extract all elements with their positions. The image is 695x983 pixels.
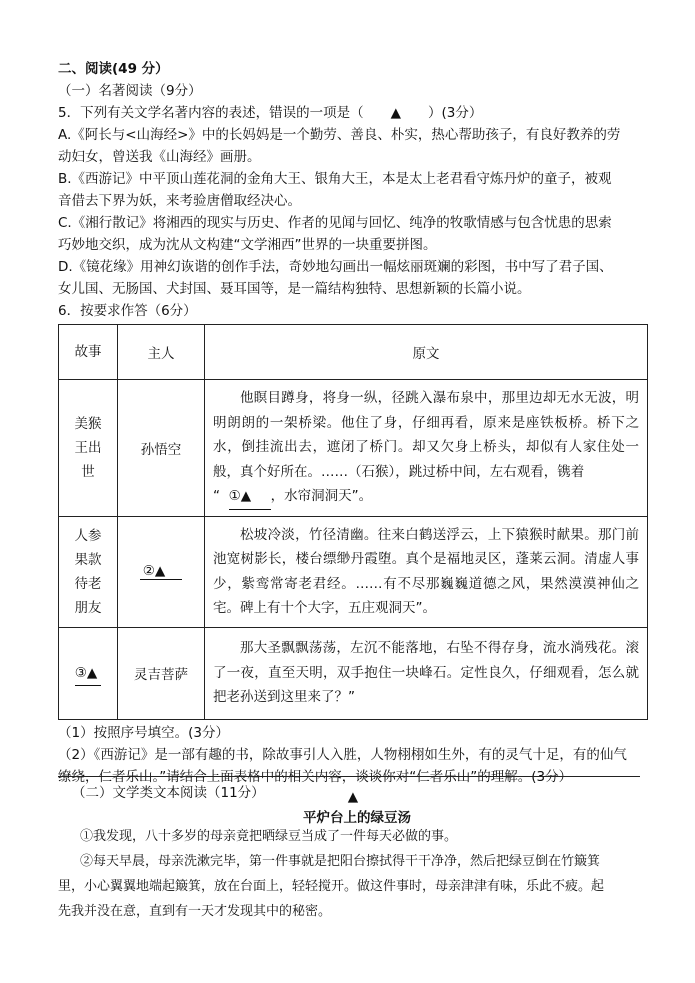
original-text-cell: 松坡冷淡，竹径清幽。往来白鹤送浮云，上下猿猴时献果。那门前池宽树影长，楼台缥缈丹霞堕。真个是福地灵区，蓬莱云洞。清虚人事少，紫鸾常寄老君经。……有不尽那巍巍道德之风，果然漠漠神仙之宅。碑上有十个大字，五庄观洞天”。: [205, 516, 648, 627]
answer-blank-1[interactable]: ①▲: [229, 484, 271, 510]
question-5-stem: 5．下列有关文学名著内容的表述，错误的一项是（ ▲ ）(3分）: [58, 105, 483, 121]
q5-option-b-line1: B.《西游记》中平顶山莲花洞的金角大王、银角大王，本是太上老君看守炼丹炉的童子，被观: [58, 171, 612, 187]
story-cell: 美猴 王出 世: [59, 380, 118, 517]
q5-option-c-line1: C.《湘行散记》将湘西的现实与历史、作者的见闻与回忆、纯净的牧歌情感与包含忧患的思索: [58, 215, 612, 231]
essay-paragraph-1: ①我发现，八十多岁的母亲竟把晒绿豆当成了一件每天必做的事。: [80, 829, 458, 844]
q5-option-d-line1: D.《镜花缘》用神幻诙谐的创作手法，奇妙地勾画出一幅炫丽斑斓的彩图，书中写了君子国、: [58, 259, 613, 275]
story-cell: [59, 627, 118, 719]
answer-blank-2[interactable]: ②▲: [140, 563, 182, 580]
owner-cell: [118, 516, 205, 627]
original-text-cell: 他瞑目蹲身，将身一纵，径跳入瀑布泉中，那里边却无水无波，明明朗朗的一架桥梁。他住了身，仔细再看，原来是座铁板桥。桥下之水，倒挂流出去，遮闭了桥门。却又欠身上桥头，却似有人家住处一般，真个好所在。……（石猴），跳过桥中间，左右观看，镌着 “ ①▲ ，水帘洞洞天”。: [205, 380, 648, 517]
essay-title: 平炉台上的绿豆汤: [303, 810, 411, 826]
q6-sub2-line1: （2）《西游记》是一部有趣的书，除故事引人入胜，人物栩栩如生外，有的灵气十足，有的仙气: [58, 746, 627, 763]
q6-sub1: （1）按照序号填空。(3分）: [58, 724, 229, 741]
subsection-title-literature: （二）文学类文本阅读（11分）: [72, 785, 265, 801]
q5-option-b-line2: 音借去下界为妖，来考验唐僧取经决心。: [58, 193, 301, 209]
divider-line: [58, 776, 640, 777]
essay-paragraph-2-line3: 先我并没在意，直到有一天才发现其中的秘密。: [58, 904, 332, 919]
header-story: 故事: [59, 325, 118, 380]
q5-option-a-line1: A.《阿长与<山海经>》中的长妈妈是一个勤劳、善良、朴实，热心帮助孩子，有良好教养的劳: [58, 127, 621, 143]
story-cell: 人参 果款 待老 朋友: [59, 516, 118, 627]
section-title: 二、阅读(49 分）: [58, 61, 169, 77]
table-row: [59, 516, 648, 627]
q5-option-d-line2: 女儿国、无肠国、犬封国、聂耳国等，是一篇结构独特、思想新颖的长篇小说。: [58, 281, 531, 297]
owner-cell: 灵吉菩萨: [118, 627, 205, 719]
table-row: [59, 380, 648, 517]
journey-west-table: [58, 324, 648, 720]
q6-sub2-line2: 缭绕，仁者乐山。”请结合上面表格中的相关内容，谈谈你对“仁者乐山”的理解。(3分）: [58, 768, 573, 785]
question-6-stem: 6．按要求作答（6分）: [58, 303, 197, 319]
essay-paragraph-2-line1: ②每天早晨，母亲洗漱完毕，第一件事就是把阳台擦拭得干干净净，然后把绿豆倒在竹簸箕: [80, 854, 601, 869]
exam-page: [58, 58, 648, 808]
owner-cell: 孙悟空: [118, 380, 205, 517]
essay-paragraph-2-line2: 里，小心翼翼地端起簸箕，放在台面上，轻轻搅开。做这件事时，母亲津津有味，乐此不疲。起: [58, 879, 605, 894]
answer-marker[interactable]: ▲: [347, 788, 359, 805]
subsection-title-classics: （一）名著阅读（9分）: [58, 83, 202, 99]
q5-option-c-line2: 巧妙地交织，成为沈从文构建“文学湘西”世界的一块重要拼图。: [58, 237, 437, 253]
answer-blank-3[interactable]: ③▲: [75, 661, 102, 686]
header-owner: 主人: [118, 325, 205, 380]
table-row: [59, 627, 648, 719]
original-text-cell: 那大圣飘飘荡荡，左沉不能落地，右坠不得存身，流水淌残花。滚了一夜，直至天明，双手抱住一块峰石。定性良久，仔细观看，怎么就把老孙送到这里来了？”: [205, 627, 648, 719]
q5-option-a-line2: 动妇女，曾送我《山海经》画册。: [58, 149, 261, 165]
header-original-text: 原文: [205, 325, 648, 380]
literature-section: [72, 782, 642, 829]
essay-body: [58, 824, 650, 924]
table-header-row: [59, 325, 648, 380]
